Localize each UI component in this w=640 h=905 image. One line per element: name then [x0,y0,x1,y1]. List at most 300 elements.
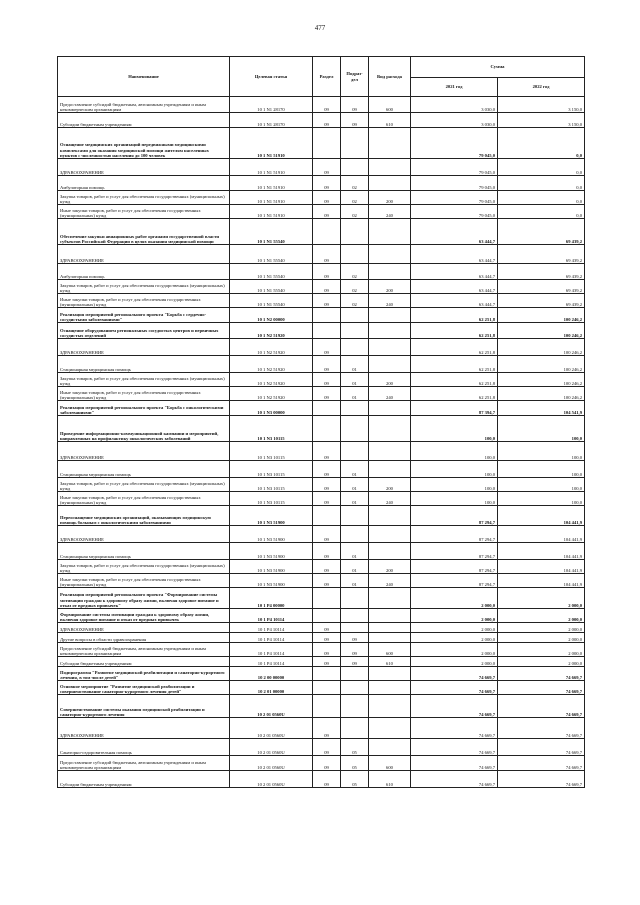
cell-target: 10 1 N1 55540 [230,280,313,294]
table-row [58,401,585,416]
cell-sec: 09 [313,113,341,128]
cell-sec [313,588,341,609]
cell-name: Реализация мероприятий регионального проекта "Борьба с сердечно-сосудистыми заболеваниями" [58,308,230,323]
table-row [58,543,585,560]
cell-vr [369,356,411,373]
cell-v1: 2 000,0 [411,633,498,643]
cell-v2: 74 669,7 [498,681,585,695]
cell-target: 10 1 N1 55540 [230,245,313,264]
cell-sec: 09 [313,339,341,356]
cell-vr: 240 [369,205,411,219]
table-row [58,492,585,506]
cell-vr: 240 [369,387,411,401]
table-row [58,339,585,356]
cell-sec [313,695,341,718]
header-row [58,57,585,78]
cell-name: Реализация мероприятий регионального проекта "Борьба с онкологическими заболеваниями" [58,401,230,416]
header-target: Целевая статья [230,57,313,97]
cell-name: Иные закупки товаров, работ и услуг для обеспечения государственных (муниципальных) нужд [58,574,230,588]
cell-sec: 09 [313,97,341,113]
cell-name: Иные закупки товаров, работ и услуг для обеспечения государственных (муниципальных) нужд [58,205,230,219]
cell-target: 10 1 N1 51910 [230,176,313,191]
cell-sub [341,219,369,245]
cell-target: 10 1 N3 10115 [230,461,313,478]
cell-target: 10 2 01 00000 [230,681,313,695]
cell-target: 10 1 N3 51900 [230,560,313,574]
cell-sub: 02 [341,264,369,280]
cell-vr [369,245,411,264]
cell-vr: 200 [369,191,411,205]
cell-vr: 200 [369,560,411,574]
cell-sec [313,308,341,323]
cell-sec [313,323,341,339]
cell-v2: 100,0 [498,492,585,506]
cell-vr: 610 [369,657,411,667]
cell-sub: 02 [341,294,369,308]
cell-sec: 09 [313,159,341,176]
cell-v1: 63 444,7 [411,280,498,294]
cell-sec: 09 [313,387,341,401]
cell-v2: 69 439,2 [498,280,585,294]
cell-v2: 74 669,7 [498,756,585,771]
cell-sub: 01 [341,574,369,588]
cell-vr [369,681,411,695]
cell-vr [369,633,411,643]
cell-vr [369,526,411,543]
cell-sub [341,245,369,264]
cell-name: ЗДРАВООХРАНЕНИЕ [58,623,230,633]
cell-sec: 09 [313,543,341,560]
cell-sub [341,308,369,323]
cell-sec: 09 [313,718,341,739]
cell-sec: 09 [313,280,341,294]
cell-vr [369,308,411,323]
cell-name: Основное мероприятие "Развитие медицинской реабилитации и совершенствование санаторно-курортного лечения детей" [58,681,230,695]
cell-v2: 104 441,9 [498,526,585,543]
cell-sub: 05 [341,756,369,771]
cell-vr [369,506,411,526]
cell-sec: 09 [313,643,341,657]
table-row [58,280,585,294]
cell-target: 10 1 N2 51920 [230,339,313,356]
table-row [58,609,585,623]
cell-name: Закупка товаров, работ и услуг для обеспечения государственных (муниципальных) нужд [58,280,230,294]
cell-v2: 100 246,2 [498,308,585,323]
cell-sub: 01 [341,543,369,560]
cell-target: 10 1 P4 10114 [230,657,313,667]
cell-sec: 09 [313,771,341,788]
cell-vr [369,667,411,681]
cell-v1: 62 251,8 [411,339,498,356]
cell-v2: 2 000,0 [498,609,585,623]
cell-v1: 79 045,0 [411,191,498,205]
cell-v1: 74 669,7 [411,756,498,771]
cell-sec [313,667,341,681]
cell-name: ЗДРАВООХРАНЕНИЕ [58,718,230,739]
cell-sub: 01 [341,560,369,574]
cell-target: 10 2 01 0560U [230,756,313,771]
cell-vr [369,609,411,623]
cell-name: ЗДРАВООХРАНЕНИЕ [58,526,230,543]
cell-v1: 2 000,0 [411,609,498,623]
header-expense-type: Вид расхода [369,57,411,97]
cell-target: 10 1 N3 10115 [230,492,313,506]
cell-v1: 63 444,7 [411,219,498,245]
cell-target: 10 2 00 00000 [230,667,313,681]
cell-target: 10 1 N3 51900 [230,543,313,560]
cell-vr: 200 [369,280,411,294]
table-row [58,442,585,461]
cell-v2: 2 000,0 [498,633,585,643]
cell-v2: 100 246,2 [498,373,585,387]
table-body [58,97,585,788]
cell-target: 10 1 N1 28170 [230,97,313,113]
cell-v2: 104 441,9 [498,574,585,588]
cell-v1: 100,0 [411,416,498,442]
cell-sec: 09 [313,657,341,667]
cell-name: Формирование системы мотивации граждан к здоровому образу жизни, включая здоровое питание и отказ от вредных привычек [58,609,230,623]
table-row [58,159,585,176]
cell-sub: 02 [341,205,369,219]
cell-name: Другие вопросы в области здравоохранения [58,633,230,643]
table-row [58,97,585,113]
cell-sub: 01 [341,492,369,506]
cell-v2: 0,0 [498,128,585,159]
cell-target: 10 1 P4 10114 [230,643,313,657]
cell-v2: 100,0 [498,442,585,461]
cell-vr [369,219,411,245]
cell-target: 10 1 N1 51910 [230,128,313,159]
cell-v2: 3 150,0 [498,97,585,113]
cell-v1: 74 669,7 [411,739,498,756]
table-row [58,113,585,128]
cell-sub [341,128,369,159]
cell-sub: 01 [341,356,369,373]
cell-v1: 87 294,7 [411,526,498,543]
cell-v1: 3 030,0 [411,113,498,128]
cell-name: Закупка товаров, работ и услуг для обеспечения государственных (муниципальных) нужд [58,478,230,492]
table-row [58,176,585,191]
cell-v2: 74 669,7 [498,771,585,788]
cell-target: 10 1 N3 10115 [230,442,313,461]
cell-v1: 74 669,7 [411,718,498,739]
cell-name: Проведение информационно-коммуникационной кампании и мероприятий, направленных на профилактику онкологических заболеваний [58,416,230,442]
cell-sub [341,623,369,633]
cell-vr: 610 [369,113,411,128]
cell-target: 10 1 N3 10115 [230,416,313,442]
cell-sec: 09 [313,245,341,264]
cell-v2: 2 000,0 [498,657,585,667]
cell-v1: 62 251,8 [411,373,498,387]
cell-name: ЗДРАВООХРАНЕНИЕ [58,245,230,264]
cell-vr: 240 [369,294,411,308]
cell-sub: 05 [341,739,369,756]
cell-sec [313,128,341,159]
cell-target: 10 1 N3 51900 [230,574,313,588]
cell-target: 10 1 N1 28170 [230,113,313,128]
cell-sub: 02 [341,191,369,205]
cell-sec [313,681,341,695]
cell-sec: 09 [313,478,341,492]
cell-sub: 09 [341,113,369,128]
cell-sub [341,339,369,356]
cell-v2: 0,0 [498,205,585,219]
table-row [58,681,585,695]
cell-v2: 100 246,2 [498,387,585,401]
cell-v2: 0,0 [498,159,585,176]
cell-v1: 87 294,7 [411,574,498,588]
cell-sec [313,219,341,245]
table-row [58,264,585,280]
cell-v2: 74 669,7 [498,739,585,756]
cell-target: 10 2 01 0560U [230,695,313,718]
cell-sec [313,506,341,526]
cell-vr [369,176,411,191]
cell-name: Амбулаторная помощь [58,264,230,280]
cell-v2: 69 439,2 [498,264,585,280]
table-row [58,756,585,771]
cell-vr [369,461,411,478]
table-row [58,356,585,373]
cell-sub: 09 [341,97,369,113]
table-row [58,623,585,633]
header-sum: Сумма [411,57,585,78]
cell-sec: 09 [313,264,341,280]
cell-sec: 09 [313,560,341,574]
cell-name: Совершенствование системы оказания медицинской реабилитации и санаторно-курортного лечения [58,695,230,718]
cell-v1: 2 000,0 [411,588,498,609]
cell-v1: 74 669,7 [411,667,498,681]
cell-v1: 74 669,7 [411,771,498,788]
header-2021: 2021 год [411,78,498,97]
cell-target: 10 1 N3 51900 [230,506,313,526]
cell-v2: 100 246,2 [498,323,585,339]
table-row [58,191,585,205]
cell-v1: 87 394,7 [411,401,498,416]
table-row [58,667,585,681]
cell-target: 10 2 01 0560U [230,771,313,788]
cell-sub: 05 [341,771,369,788]
cell-vr [369,339,411,356]
cell-target: 10 1 P4 00000 [230,588,313,609]
cell-target: 10 1 N1 51910 [230,191,313,205]
cell-v1: 62 251,8 [411,356,498,373]
cell-name: Переоснащение медицинских организаций, оказывающих медицинскую помощь больным с онкологическими заболеваниями [58,506,230,526]
cell-v1: 62 251,8 [411,387,498,401]
cell-name: Стационарная медицинская помощь [58,543,230,560]
cell-sub: 09 [341,633,369,643]
cell-vr [369,442,411,461]
cell-v2: 69 439,2 [498,294,585,308]
cell-sec [313,401,341,416]
table-row [58,560,585,574]
cell-sub [341,718,369,739]
cell-sub [341,159,369,176]
cell-target: 10 1 N2 51920 [230,387,313,401]
cell-name: Стационарная медицинская помощь [58,461,230,478]
cell-vr: 240 [369,574,411,588]
cell-v1: 100,0 [411,442,498,461]
cell-name: ЗДРАВООХРАНЕНИЕ [58,159,230,176]
cell-name: Оснащение медицинских организаций передвижными медицинскими комплексами для оказания медицинской помощи жителям населенных пунктов с численностью населения до 100 человек [58,128,230,159]
table-row [58,308,585,323]
cell-vr [369,695,411,718]
cell-sec: 09 [313,623,341,633]
cell-sub [341,506,369,526]
table-row [58,245,585,264]
page-number: 477 [314,24,326,32]
cell-name: Иные закупки товаров, работ и услуг для обеспечения государственных (муниципальных) нужд [58,294,230,308]
cell-sub: 01 [341,461,369,478]
cell-target: 10 1 N2 51920 [230,356,313,373]
cell-name: Предоставление субсидий бюджетным, автономным учреждениям и иным некоммерческим организациям [58,756,230,771]
cell-v2: 0,0 [498,191,585,205]
cell-sec: 09 [313,356,341,373]
cell-sec: 09 [313,756,341,771]
table-row [58,294,585,308]
cell-sub [341,681,369,695]
header-subsection: Подраз-дел [341,57,369,97]
table-row [58,739,585,756]
table-row [58,771,585,788]
cell-sec: 09 [313,205,341,219]
cell-sec: 09 [313,461,341,478]
cell-target: 10 1 N1 55540 [230,294,313,308]
cell-sec: 09 [313,492,341,506]
cell-sub [341,416,369,442]
cell-v1: 2 000,0 [411,623,498,633]
table-row [58,461,585,478]
cell-vr [369,159,411,176]
table-row [58,657,585,667]
cell-v2: 69 439,2 [498,245,585,264]
cell-target: 10 1 P4 10114 [230,609,313,623]
cell-v1: 2 000,0 [411,657,498,667]
cell-sec: 09 [313,633,341,643]
cell-v2: 74 669,7 [498,718,585,739]
table-row [58,219,585,245]
cell-sec: 09 [313,294,341,308]
cell-sub [341,588,369,609]
cell-name: Предоставление субсидий бюджетным, автономным учреждениям и иным некоммерческим организациям [58,97,230,113]
cell-sub [341,442,369,461]
cell-v1: 79 045,0 [411,176,498,191]
cell-v1: 100,0 [411,461,498,478]
cell-sec: 09 [313,739,341,756]
cell-sub [341,609,369,623]
cell-vr [369,416,411,442]
cell-name: Закупка товаров, работ и услуг для обеспечения государственных (муниципальных) нужд [58,191,230,205]
cell-target: 10 1 N2 51920 [230,373,313,387]
cell-name: Подпрограмма "Развитие медицинской реабилитации и санаторно-курортного лечения, в том числе детей" [58,667,230,681]
cell-v2: 0,0 [498,176,585,191]
cell-target: 10 1 N1 51910 [230,159,313,176]
cell-name: Обеспечение закупки авиационных работ органами государственной власти субъектов Российской Федерации в целях оказания медицинской помощи [58,219,230,245]
cell-name: Закупка товаров, работ и услуг для обеспечения государственных (муниципальных) нужд [58,560,230,574]
cell-vr: 600 [369,643,411,657]
table-row [58,373,585,387]
cell-v1: 79 045,0 [411,205,498,219]
cell-target: 10 1 N3 10115 [230,478,313,492]
cell-v1: 63 444,7 [411,245,498,264]
cell-v2: 100,0 [498,478,585,492]
budget-table [57,56,585,788]
cell-sub: 09 [341,657,369,667]
cell-v1: 3 030,0 [411,97,498,113]
cell-v2: 104 541,9 [498,401,585,416]
cell-v2: 69 439,2 [498,219,585,245]
cell-sub: 01 [341,478,369,492]
table-row [58,478,585,492]
cell-sub: 09 [341,643,369,657]
cell-target: 10 1 N1 51910 [230,205,313,219]
cell-target: 10 2 01 0560U [230,739,313,756]
cell-vr [369,543,411,560]
cell-vr [369,401,411,416]
cell-v2: 100,0 [498,416,585,442]
cell-v1: 74 669,7 [411,681,498,695]
cell-vr [369,588,411,609]
cell-v2: 100 246,2 [498,356,585,373]
cell-v2: 3 150,0 [498,113,585,128]
table-row [58,633,585,643]
cell-name: Субсидии бюджетным учреждениям [58,657,230,667]
cell-v2: 100 246,2 [498,339,585,356]
cell-vr: 240 [369,492,411,506]
cell-v1: 100,0 [411,478,498,492]
cell-v2: 104 441,9 [498,506,585,526]
cell-vr [369,128,411,159]
cell-sec [313,609,341,623]
table-row [58,643,585,657]
table-row [58,387,585,401]
cell-v1: 87 294,7 [411,560,498,574]
cell-target: 10 1 N2 00000 [230,308,313,323]
cell-name: Предоставление субсидий бюджетным, автономным учреждениям и иным некоммерческим организациям [58,643,230,657]
cell-target: 10 1 P4 10114 [230,623,313,633]
table-row [58,506,585,526]
cell-target: 10 1 N3 51900 [230,526,313,543]
cell-v1: 87 294,7 [411,543,498,560]
cell-vr [369,718,411,739]
cell-sub [341,526,369,543]
cell-sec: 09 [313,442,341,461]
cell-vr: 200 [369,373,411,387]
cell-name: Субсидии бюджетным учреждениям [58,113,230,128]
cell-v1: 79 045,0 [411,128,498,159]
cell-name: Стационарная медицинская помощь [58,356,230,373]
cell-vr [369,623,411,633]
cell-v2: 2 000,0 [498,643,585,657]
cell-sub [341,323,369,339]
cell-name: Амбулаторная помощь [58,176,230,191]
cell-v2: 74 669,7 [498,667,585,681]
cell-vr: 610 [369,771,411,788]
cell-name: Иные закупки товаров, работ и услуг для обеспечения государственных (муниципальных) нужд [58,492,230,506]
cell-v2: 74 669,7 [498,695,585,718]
cell-sec: 09 [313,574,341,588]
table-row [58,323,585,339]
cell-sec: 09 [313,373,341,387]
cell-vr: 600 [369,756,411,771]
cell-v1: 63 444,7 [411,294,498,308]
cell-vr [369,264,411,280]
cell-v1: 63 444,7 [411,264,498,280]
cell-sec: 09 [313,176,341,191]
cell-v2: 100,0 [498,461,585,478]
cell-name: Закупка товаров, работ и услуг для обеспечения государственных (муниципальных) нужд [58,373,230,387]
cell-target: 10 2 01 0560U [230,718,313,739]
